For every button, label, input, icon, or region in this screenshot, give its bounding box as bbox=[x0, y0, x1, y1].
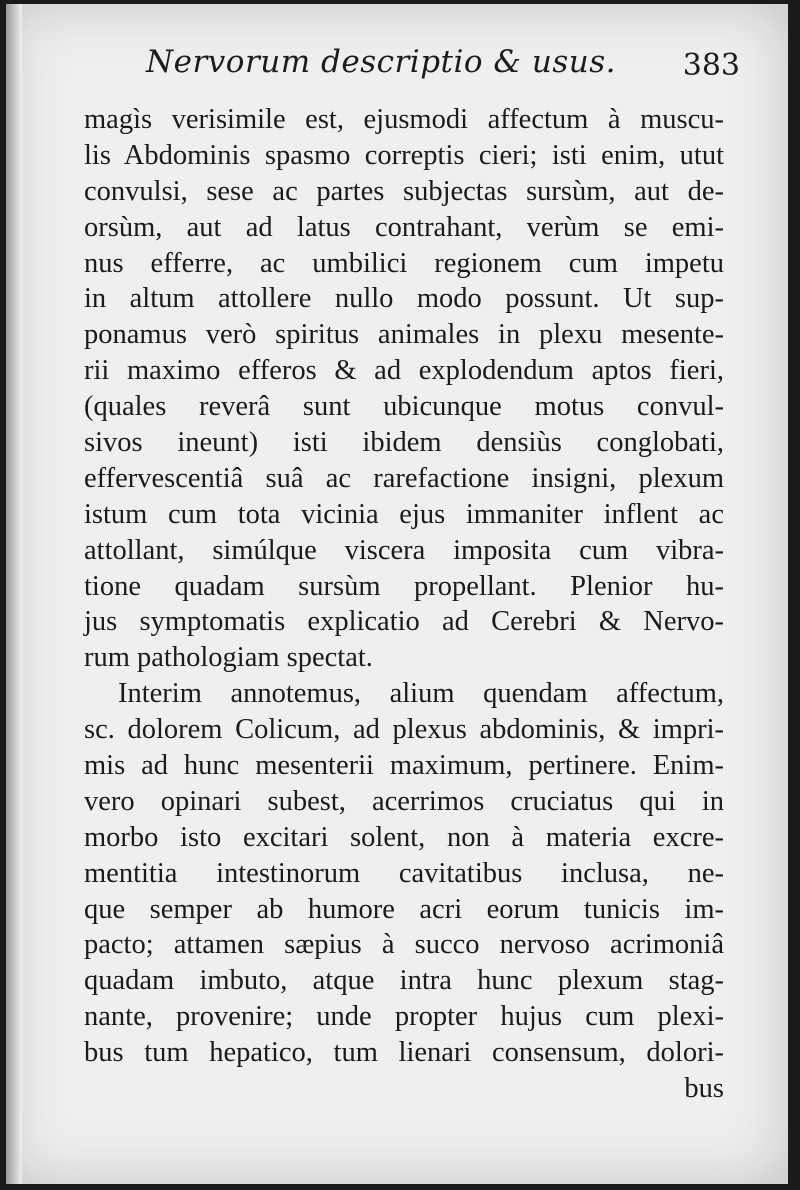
text-line: orsùm, aut ad latus contrahant, verùm se emi- bbox=[84, 211, 724, 243]
page-number: 383 bbox=[682, 48, 740, 83]
text-line: effervescentiâ suâ ac rarefactione insigni, plexum bbox=[84, 462, 724, 494]
text-line: (quales reverâ sunt ubicunque motus convul- bbox=[84, 391, 724, 423]
text-line: mis ad hunc mesenterii maximum, pertinere. Enim- bbox=[84, 750, 724, 782]
text-line: jus symptomatis explicatio ad Cerebri & Nervo- bbox=[84, 606, 724, 638]
text-line: sc. dolorem Colicum, ad plexus abdominis, & impri- bbox=[84, 714, 724, 746]
text-line: nus efferre, ac umbilici regionem cum impetu bbox=[84, 247, 724, 279]
text-line: mentitia intestinorum cavitatibus inclusa, ne- bbox=[84, 857, 724, 889]
body-text bbox=[84, 102, 724, 1107]
book-page bbox=[6, 4, 788, 1184]
text-line: bus tum hepatico, tum lienari consensum, dolori- bbox=[84, 1037, 724, 1069]
text-line: sivos ineunt) isti ibidem densiùs conglobati, bbox=[84, 427, 724, 459]
text-line: in altum attollere nullo modo possunt. Ut sup- bbox=[84, 283, 724, 315]
text-line: Interim annotemus, alium quendam affectum, bbox=[118, 678, 724, 710]
text-line: attollant, simúlque viscera imposita cum vibra- bbox=[84, 534, 724, 566]
text-line: morbo isto excitari solent, non à materia excre- bbox=[84, 821, 724, 853]
text-line: pacto; attamen sæpius à succo nervoso acrimoniâ bbox=[84, 929, 724, 961]
text-line: quadam imbuto, atque intra hunc plexum stag- bbox=[84, 965, 724, 997]
page-gutter-shadow bbox=[6, 4, 22, 1184]
page-header bbox=[146, 44, 758, 94]
text-line: convulsi, sese ac partes subjectas sursùm, aut de- bbox=[84, 175, 724, 207]
text-line: istum cum tota vicinia ejus immaniter inflent ac bbox=[84, 498, 724, 530]
text-line: vero opinari subest, acerrimos cruciatus qui in bbox=[84, 785, 724, 817]
text-line: que semper ab humore acri eorum tunicis im- bbox=[84, 893, 724, 925]
text-line: rum pathologiam spectat. bbox=[84, 642, 373, 674]
text-line: rii maximo efferos & ad explodendum aptos fieri, bbox=[84, 355, 724, 387]
running-title: Nervorum descriptio & usus. bbox=[146, 44, 616, 80]
catchword: bus bbox=[684, 1073, 724, 1105]
text-line: magìs verisimile est, ejusmodi affectum à muscu- bbox=[84, 104, 724, 135]
text-line: ponamus verò spiritus animales in plexu mesente- bbox=[84, 319, 724, 351]
text-line: lis Abdominis spasmo correptis cieri; isti enim, utut bbox=[84, 139, 724, 171]
text-line: tione quadam sursùm propellant. Plenior hu- bbox=[84, 570, 724, 602]
text-line: nante, provenire; unde propter hujus cum plexi- bbox=[84, 1001, 724, 1033]
